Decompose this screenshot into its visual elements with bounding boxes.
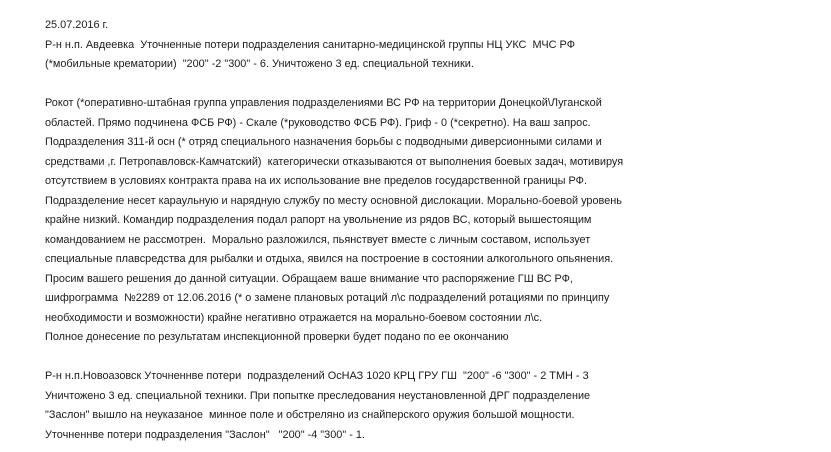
report-line: командованием не рассмотрен. Морально разложился, пьянствует вместе с личным составом, использует <box>45 233 591 246</box>
report-line: (*мобильные крематории) "200" -2 "300" - 6. Уничтожено 3 ед. специальной техники. <box>45 58 474 70</box>
paragraph-gap <box>45 348 831 368</box>
report-document <box>45 16 831 445</box>
report-line: Подразделение несет караульную и нарядную службу по месту основной дислокации. Морально-боевой уровень <box>45 194 622 207</box>
report-line: Просим вашего решения до данной ситуации. Обращаем ваше внимание что распоряжение ГШ ВС РФ, <box>45 272 573 285</box>
report-line: Рокот (*оперативно-штабная группа управления подразделениями ВС РФ на территории Донецкой\Луганской <box>45 97 602 109</box>
report-date: 25.07.2016 г. <box>45 19 109 31</box>
report-line: Р-н н.п.Новоазовск Уточненнве потери подразделений ОсНАЗ 1020 КРЦ ГРУ ГШ "200" -6 "300" - 2 ТМН - 3 <box>45 370 589 382</box>
report-line: специальные плавсредства для рыбалки и отдыха, явился на построение в состоянии алкогольного опьянения. <box>45 253 614 265</box>
report-line: средствами ,г. Петропавловск-Камчатский) категорически отказываются от выполнения боевых задач, мотивируя <box>45 155 624 168</box>
report-line: необходимости и возможности) крайне негативно отражается на морально-боевом состоянии л\с. <box>45 311 543 324</box>
report-line: Полное донесение по результатам инспекционной проверки будет подано по ее окончанию <box>45 331 509 343</box>
report-line: областей. Прямо подчинена ФСБ РФ) - Скале (*руководство ФСБ РФ). Гриф - 0 (*секретно). На ваш запрос. <box>45 116 591 129</box>
report-line: Уточненнве потери подразделения "Заслон" "200" -4 "300" - 1. <box>45 428 365 441</box>
report-line: шифрограмма №2289 от 12.06.2016 (* о замене плановых ротаций л\с подразделений ротациями по принципу <box>45 292 610 304</box>
report-line: Уничтожено 3 ед. специальной техники. При попытке преследования неустановленной ДРГ подразделение <box>45 389 591 402</box>
report-line: "Заслон" вышло на неуказаное минное поле и обстреляно из снайперского оружия большой мощности. <box>45 409 575 421</box>
report-line: отсутствием в условиях контракта права на их использование вне пределов государственной границы РФ. <box>45 175 587 187</box>
report-line: Подразделения 311-й осн (* отряд специального назначения борьбы с подводными диверсионными силами и <box>45 136 602 148</box>
report-line: Р-н н.п. Авдеевка Уточненные потери подразделения санитарно-медицинской группы НЦ УКС МЧС РФ <box>45 38 575 51</box>
report-line: крайне низкий. Командир подразделения подал рапорт на увольнение из рядов ВС, который вышестоящим <box>45 214 592 226</box>
paragraph-gap <box>45 75 831 95</box>
